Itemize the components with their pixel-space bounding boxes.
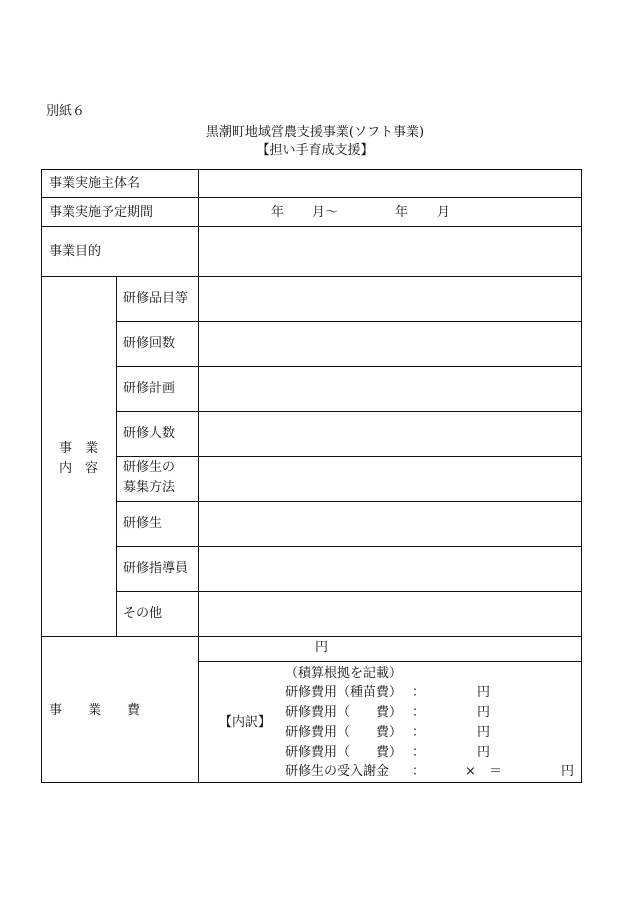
breakdown-row[interactable]	[285, 703, 581, 723]
document-label: 別紙６	[46, 104, 86, 119]
period-field[interactable]	[199, 198, 581, 226]
row-divider	[198, 661, 582, 662]
honorarium-unit: 円	[561, 764, 575, 779]
breakdown-item-name: 研修費用（ 費）	[285, 705, 403, 720]
period-month-2: 月	[437, 205, 451, 220]
breakdown-item-unit: 円	[477, 725, 491, 740]
recruitment-label-line1: 研修生の	[123, 460, 176, 475]
honorarium-row[interactable]	[285, 763, 581, 782]
breakdown-item-colon: ：	[412, 745, 426, 760]
trainee-label: 研修生	[123, 516, 163, 531]
honorarium-name: 研修生の受入謝金	[285, 764, 390, 779]
table-border-left	[41, 169, 42, 783]
period-month-1: 月～	[312, 205, 339, 220]
recruitment-field[interactable]	[199, 457, 581, 501]
other-field[interactable]	[199, 592, 581, 636]
breakdown-item-unit: 円	[477, 745, 491, 760]
breakdown-row[interactable]	[285, 723, 581, 743]
purpose-field[interactable]	[199, 227, 581, 276]
table-border-right	[581, 169, 582, 783]
honorarium-colon: ：	[412, 764, 426, 779]
instructor-label: 研修指導員	[123, 561, 189, 576]
breakdown-item-name: 研修費用（ 費）	[285, 725, 403, 740]
period-year-2: 年	[395, 205, 409, 220]
cost-total-unit: 円	[315, 640, 329, 655]
document-subtitle: 【担い手育成支援】	[256, 143, 374, 158]
basis-note: （積算根拠を記載）	[285, 666, 403, 681]
breakdown-item-colon: ：	[412, 685, 426, 700]
training-items-label: 研修品目等	[123, 291, 189, 306]
cost-label: 事 業 費	[49, 703, 141, 718]
training-plan-label: 研修計画	[123, 381, 176, 396]
trainee-count-field[interactable]	[199, 412, 581, 456]
operator-field[interactable]	[199, 170, 581, 197]
operator-label: 事業実施主体名	[49, 176, 141, 191]
instructor-field[interactable]	[199, 547, 581, 591]
table-border-bottom	[41, 782, 582, 783]
column-divider	[116, 276, 117, 636]
period-year-1: 年	[271, 205, 285, 220]
purpose-label: 事業目的	[49, 244, 102, 259]
training-count-label: 研修回数	[123, 336, 176, 351]
application-form-table	[41, 169, 582, 783]
honorarium-times: ×	[465, 764, 476, 779]
content-label-line2: 内 容	[59, 461, 99, 476]
breakdown-row[interactable]	[285, 743, 581, 763]
trainee-count-label: 研修人数	[123, 426, 176, 441]
breakdown-item-colon: ：	[412, 705, 426, 720]
breakdown-item-unit: 円	[477, 685, 491, 700]
breakdown-item-name: 研修費用（ 費）	[285, 745, 403, 760]
breakdown-item-unit: 円	[477, 705, 491, 720]
trainee-field[interactable]	[199, 502, 581, 546]
cost-total-field[interactable]	[199, 637, 581, 661]
training-plan-field[interactable]	[199, 367, 581, 411]
honorarium-equals: ＝	[489, 764, 503, 779]
content-label-line1: 事 業	[59, 441, 99, 456]
breakdown-label: 【内訳】	[219, 715, 272, 730]
period-label: 事業実施予定期間	[49, 205, 154, 220]
document-title: 黒潮町地域営農支援事業(ソフト事業)	[205, 125, 425, 140]
breakdown-item-colon: ：	[412, 725, 426, 740]
recruitment-label-line2: 募集方法	[123, 480, 176, 495]
breakdown-item-name: 研修費用（種苗費）	[285, 685, 403, 700]
other-label: その他	[123, 606, 163, 621]
training-count-field[interactable]	[199, 322, 581, 366]
breakdown-row[interactable]	[285, 683, 581, 703]
training-items-field[interactable]	[199, 277, 581, 321]
